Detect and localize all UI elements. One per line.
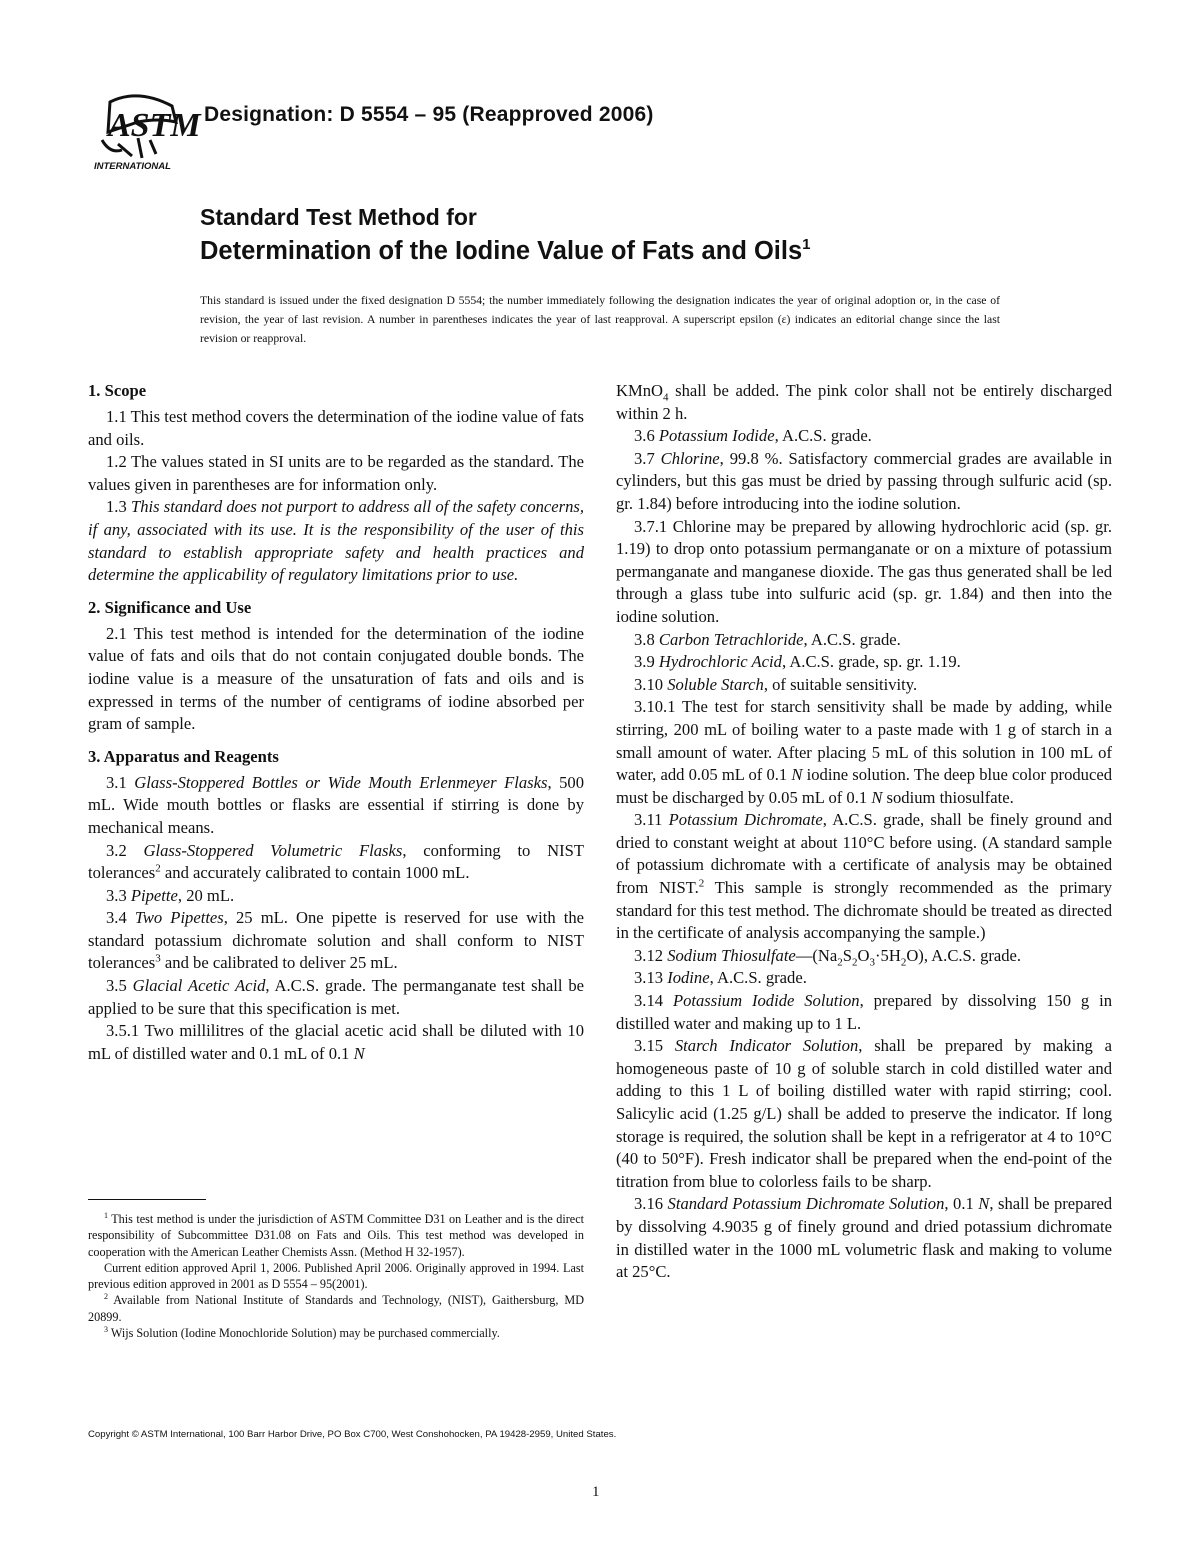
title-footnote-ref: 1: [802, 236, 811, 253]
title-line1: Standard Test Method for: [200, 204, 477, 230]
page-number: 1: [592, 1484, 600, 1500]
paragraph-3-10-1: 3.10.1 The test for starch sensitivity shall be made by adding, while stirring, 200 mL of boiling water to a paste made with 1 g of starch in a small amount of water. After placing 5 mL of this solution in 100 mL of water, add 0.05 mL of 0.1 N iodine solution. The deep blue color produced must be discharged by 0.05 mL of 0.1 N sodium thiosulfate.: [616, 697, 1112, 807]
paragraph-3-10: 3.10 Soluble Starch, of suitable sensitivity.: [634, 674, 918, 694]
svg-text:INTERNATIONAL: INTERNATIONAL: [94, 161, 171, 172]
copyright-notice: Copyright © ASTM International, 100 Barr Harbor Drive, PO Box C700, West Conshohocken, PA 19428-2959, United States.: [88, 1429, 617, 1440]
paragraph-3-9: 3.9 Hydrochloric Acid, A.C.S. grade, sp. gr. 1.19.: [634, 652, 961, 672]
paragraph-2-1: 2.1 This test method is intended for the determination of the iodine value of fats and oils that do not contain conjugated double bonds. The iodine value is a measure of the unsaturation of fats and oils and is expressed in terms of the number of centigrams of iodine absorbed per gram of sample.: [88, 623, 584, 734]
footnote-divider: [88, 1199, 206, 1200]
section-heading-apparatus: 3. Apparatus and Reagents: [88, 746, 279, 766]
designation: Designation: D 5554 – 95 (Reapproved 2006): [204, 103, 654, 126]
paragraph-3-4: 3.4 Two Pipettes, 25 mL. One pipette is reserved for use with the standard potassium dichromate solution and shall conform to NIST tolerances$^3$ and be calibrated to deliver 25 mL.: [88, 908, 584, 973]
right-column: [616, 380, 1112, 1284]
paragraph-3-3: 3.3 Pipette, 20 mL.: [106, 885, 235, 905]
footnote-3: $^3$ Wijs Solution (Iodine Monochloride Solution) may be purchased commercially.: [104, 1325, 500, 1341]
paragraph-3-8: 3.8 Carbon Tetrachloride, A.C.S. grade.: [634, 629, 901, 649]
paragraph-3-7: 3.7 Chlorine, 99.8 %. Satisfactory commercial grades are available in cylinders, but this gas must be dried by passing through sulfuric acid (sp. gr. 1.84) before introducing into the iodine solution.: [616, 448, 1113, 513]
paragraph-3-2: 3.2 Glass-Stoppered Volumetric Flasks, conforming to NIST tolerances$^2$ and accurately calibrated to contain 1000 mL.: [88, 840, 585, 883]
astm-logo-icon: [88, 92, 201, 172]
astm-logo: [88, 92, 201, 172]
paragraph-1-2: 1.2 The values stated in SI units are to be regarded as the standard. The values given in parentheses are for information only.: [88, 452, 584, 494]
footnote-1: $^1$ This test method is under the jurisdiction of ASTM Committee D31 on Leather and is the direct responsibility of Subcommittee D31.08 on Fats and Oils. This test method was developed in cooperation with the American Leather Chemists Assn. (Method H 32-1957).: [88, 1210, 584, 1259]
paragraph-3-16: 3.16 Standard Potassium Dichromate Solution, 0.1 N, shall be prepared by dissolving 4.9035 g of finely ground and dried potassium dichromate in distilled water in the 1000 mL volumetric flask and making to volume at 25°C.: [616, 1194, 1113, 1282]
paragraph-3-13: 3.13 Iodine, A.C.S. grade.: [634, 968, 807, 988]
paragraph-3-6: 3.6 Potassium Iodide, A.C.S. grade.: [634, 426, 872, 446]
issuance-notice: This standard is issued under the fixed designation D 5554; the number immediately following the designation indicates the year of original adoption or, in the case of revision, the year of last revision. A number in parentheses indicates the year of last reapproval. A superscript epsilon (ε) indicates an editorial change since the last revision or reapproval.: [200, 294, 1000, 345]
paragraph-1-1: 1.1 This test method covers the determination of the iodine value of fats and oils.: [88, 407, 584, 449]
paragraph-3-5-1-continued: KMnO$_4$ shall be added. The pink color shall not be entirely discharged within 2 h.: [616, 381, 1112, 423]
paragraph-3-14: 3.14 Potassium Iodide Solution, prepared by dissolving 150 g in distilled water and making up to 1 L.: [616, 991, 1113, 1033]
svg-text:ASTM: ASTM: [108, 107, 201, 144]
paragraph-3-12: 3.12 Sodium $Thiosulfate—(Na_2S_2O_3\cdot 5H_2O)$, A.C.S. grade.: [634, 945, 1022, 969]
footnote-1-edition: Current edition approved April 1, 2006. Published April 2006. Originally approved in 1994. Last previous edition approved in 2001 as D 5554 – 95(2001).: [88, 1260, 584, 1292]
paragraph-3-1: 3.1 Glass-Stoppered Bottles or Wide Mouth Erlenmeyer Flasks, 500 mL. Wide mouth bottles or flasks are essential if stirring is done by mechanical means.: [88, 772, 585, 837]
title-text: Determination of the Iodine Value of Fats and Oils: [200, 237, 803, 265]
title-block: [200, 204, 1100, 266]
paragraph-3-15: 3.15 Starch Indicator Solution, shall be prepared by making a homogeneous paste of 10 g of soluble starch in cold distilled water and adding to this 1 L of boiling distilled water with rapid stirring; cool. Salicylic acid (1.25 g/L) shall be added to preserve the indicator. If long storage is required, the solution shall be kept in a refrigerator at 4 to 10°C (40 to 50°F). Fresh indicator shall be prepared when the end-point of the titration from blue to colorless fails to be sharp.: [616, 1036, 1113, 1191]
paragraph-3-5-1: 3.5.1 Two millilitres of the glacial acetic acid shall be diluted with 10 mL of distilled water and 0.1 mL of 0.1 N: [88, 1021, 584, 1063]
footnotes: [88, 1211, 584, 1341]
title-line2: [200, 230, 1100, 266]
paragraph-1-3: 1.3 This standard does not purport to address all of the safety concerns, if any, associated with its use. It is the responsibility of the user of this standard to establish appropriate safety and health practices and determine the applicability of regulatory limitations prior to use.: [88, 497, 585, 585]
paragraph-3-7-1: 3.7.1 Chlorine may be prepared by allowing hydrochloric acid (sp. gr. 1.19) to drop onto potassium permanganate or on a mixture of potassium permanganate and manganese dioxide. The gas thus generated shall be led through a glass tube into sulfuric acid (sp. gr. 1.84) and then into the iodine solution.: [616, 516, 1112, 626]
paragraph-3-5: 3.5 Glacial Acetic Acid, A.C.S. grade. The permanganate test shall be applied to be sure that this specification is met.: [88, 976, 584, 1018]
section-heading-significance: 2. Significance and Use: [88, 597, 252, 617]
footnote-2: $^2$ Available from National Institute of Standards and Technology, (NIST), Gaithersburg, MD 20899.: [88, 1292, 584, 1324]
paragraph-3-11: 3.11 Potassium Dichromate, A.C.S. grade, shall be finely ground and dried to constant weight at about 110°C before using. (A standard sample of potassium dichromate with a certificate of analysis may be obtained from NIST.$^2$ This sample is strongly recommended as the primary standard for this test method. The dichromate should be treated as directed in the certificate of analysis accompanying the sample.): [616, 810, 1113, 943]
left-column: [88, 380, 584, 1065]
section-heading-scope: 1. Scope: [88, 381, 147, 400]
